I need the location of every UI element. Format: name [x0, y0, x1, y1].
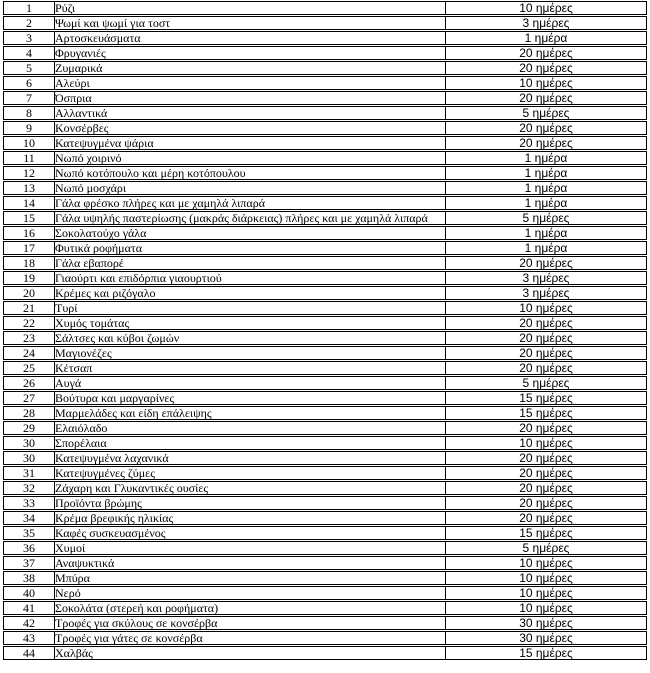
food-item-cell: Νερό [55, 586, 446, 600]
table-row [3, 331, 647, 345]
row-number-cell: 26 [3, 376, 55, 390]
row-number-cell: 4 [3, 46, 55, 60]
row-number-cell: 43 [3, 631, 55, 645]
table-row [3, 301, 647, 315]
shelf-life-cell: 5 ημέρες [446, 211, 647, 225]
food-item-cell: Ρύζι [55, 1, 446, 15]
shelf-life-cell: 1 ημέρα [446, 226, 647, 240]
row-number-cell: 1 [3, 1, 55, 15]
shelf-life-cell: 20 ημέρες [446, 316, 647, 330]
table-row [3, 271, 647, 285]
table-row [3, 16, 647, 30]
shelf-life-cell: 10 ημέρες [446, 586, 647, 600]
table-row [3, 631, 647, 645]
shelf-life-cell: 20 ημέρες [446, 421, 647, 435]
food-item-cell: Σάλτσες και κύβοι ζωμών [55, 331, 446, 345]
table-row [3, 376, 647, 390]
food-item-cell: Τυρί [55, 301, 446, 315]
table-row [3, 586, 647, 600]
food-item-cell: Γάλα φρέσκο πλήρες και με χαμηλά λιπαρά [55, 196, 446, 210]
food-item-cell: Ελαιόλαδο [55, 421, 446, 435]
table-row [3, 241, 647, 255]
row-number-cell: 6 [3, 76, 55, 90]
row-number-cell: 32 [3, 481, 55, 495]
shelf-life-cell: 20 ημέρες [446, 121, 647, 135]
food-item-cell: Σπορέλαια [55, 436, 446, 450]
table-row [3, 46, 647, 60]
row-number-cell: 30 [3, 436, 55, 450]
row-number-cell: 33 [3, 496, 55, 510]
food-item-cell: Κατεψυγμένα ψάρια [55, 136, 446, 150]
row-number-cell: 18 [3, 256, 55, 270]
food-item-cell: Νωπό μοσχάρι [55, 181, 446, 195]
shelf-life-cell: 20 ημέρες [446, 451, 647, 465]
row-number-cell: 20 [3, 286, 55, 300]
row-number-cell: 22 [3, 316, 55, 330]
food-item-cell: Γιαούρτι και επιδόρπια γιαουρτιού [55, 271, 446, 285]
row-number-cell: 40 [3, 586, 55, 600]
shelf-life-cell: 10 ημέρες [446, 76, 647, 90]
food-item-cell: Προϊόντα βρώμης [55, 496, 446, 510]
table-row [3, 646, 647, 660]
shelf-life-cell: 30 ημέρες [446, 616, 647, 630]
row-number-cell: 8 [3, 106, 55, 120]
food-item-cell: Ψωμί και ψωμί για τοστ [55, 16, 446, 30]
shelf-life-cell: 20 ημέρες [446, 256, 647, 270]
shelf-life-cell: 15 ημέρες [446, 391, 647, 405]
table-row [3, 211, 647, 225]
row-number-cell: 14 [3, 196, 55, 210]
table-row [3, 166, 647, 180]
table-row [3, 556, 647, 570]
table-row [3, 136, 647, 150]
shelf-life-cell: 10 ημέρες [446, 601, 647, 615]
row-number-cell: 31 [3, 466, 55, 480]
shelf-life-cell: 15 ημέρες [446, 406, 647, 420]
food-item-cell: Ζάχαρη και Γλυκαντικές ουσίες [55, 481, 446, 495]
row-number-cell: 36 [3, 541, 55, 555]
shelf-life-cell: 1 ημέρα [446, 196, 647, 210]
table-row [3, 196, 647, 210]
table-row [3, 391, 647, 405]
shelf-life-cell: 1 ημέρα [446, 166, 647, 180]
food-item-cell: Μαρμελάδες και είδη επάλειψης [55, 406, 446, 420]
food-item-cell: Βούτυρα και μαργαρίνες [55, 391, 446, 405]
shelf-life-cell: 20 ημέρες [446, 361, 647, 375]
row-number-cell: 41 [3, 601, 55, 615]
shelf-life-cell: 15 ημέρες [446, 646, 647, 660]
food-item-cell: Κατεψυγμένα λαχανικά [55, 451, 446, 465]
row-number-cell: 35 [3, 526, 55, 540]
shelf-life-cell: 10 ημέρες [446, 571, 647, 585]
row-number-cell: 24 [3, 346, 55, 360]
food-item-cell: Όσπρια [55, 91, 446, 105]
table-row [3, 151, 647, 165]
row-number-cell: 38 [3, 571, 55, 585]
food-item-cell: Αλεύρι [55, 76, 446, 90]
table-row [3, 316, 647, 330]
shelf-life-cell: 20 ημέρες [446, 46, 647, 60]
shelf-life-cell: 5 ημέρες [446, 106, 647, 120]
food-item-cell: Αλλαντικά [55, 106, 446, 120]
table-row [3, 1, 647, 15]
row-number-cell: 13 [3, 181, 55, 195]
row-number-cell: 17 [3, 241, 55, 255]
food-item-cell: Νωπό χοιρινό [55, 151, 446, 165]
shelf-life-cell: 30 ημέρες [446, 631, 647, 645]
shelf-life-cell: 1 ημέρα [446, 31, 647, 45]
food-item-cell: Μαγιονέζες [55, 346, 446, 360]
shelf-life-cell: 20 ημέρες [446, 346, 647, 360]
table-row [3, 526, 647, 540]
row-number-cell: 16 [3, 226, 55, 240]
food-item-cell: Νωπό κοτόπουλο και μέρη κοτόπουλου [55, 166, 446, 180]
food-item-cell: Αυγά [55, 376, 446, 390]
shelf-life-cell: 1 ημέρα [446, 151, 647, 165]
shelf-life-cell: 15 ημέρες [446, 526, 647, 540]
table-row [3, 106, 647, 120]
table-row [3, 31, 647, 45]
table-row [3, 541, 647, 555]
row-number-cell: 10 [3, 136, 55, 150]
row-number-cell: 2 [3, 16, 55, 30]
table-row [3, 346, 647, 360]
food-item-cell: Κρέμα βρεφικής ηλικίας [55, 511, 446, 525]
food-item-cell: Κέτσαπ [55, 361, 446, 375]
food-item-cell: Χαλβάς [55, 646, 446, 660]
row-number-cell: 27 [3, 391, 55, 405]
table-row [3, 511, 647, 525]
row-number-cell: 3 [3, 31, 55, 45]
row-number-cell: 44 [3, 646, 55, 660]
table-row [3, 361, 647, 375]
shelf-life-cell: 1 ημέρα [446, 241, 647, 255]
row-number-cell: 9 [3, 121, 55, 135]
table-row [3, 601, 647, 615]
shelf-life-cell: 5 ημέρες [446, 541, 647, 555]
shelf-life-cell: 20 ημέρες [446, 481, 647, 495]
table-row [3, 421, 647, 435]
food-item-cell: Φρυγανιές [55, 46, 446, 60]
food-item-cell: Καφές συσκευασμένος [55, 526, 446, 540]
food-item-cell: Ζυμαρικά [55, 61, 446, 75]
table-row [3, 76, 647, 90]
food-item-cell: Σοκολατούχο γάλα [55, 226, 446, 240]
table-row [3, 91, 647, 105]
shelf-life-cell: 10 ημέρες [446, 301, 647, 315]
row-number-cell: 34 [3, 511, 55, 525]
table-row [3, 436, 647, 450]
shelf-life-cell: 3 ημέρες [446, 271, 647, 285]
shelf-life-cell: 20 ημέρες [446, 331, 647, 345]
food-item-cell: Αναψυκτικά [55, 556, 446, 570]
shelf-life-cell: 20 ημέρες [446, 91, 647, 105]
row-number-cell: 42 [3, 616, 55, 630]
table-row [3, 571, 647, 585]
shelf-life-cell: 10 ημέρες [446, 1, 647, 15]
table-row [3, 181, 647, 195]
shelf-life-cell: 20 ημέρες [446, 136, 647, 150]
shelf-life-cell: 20 ημέρες [446, 61, 647, 75]
shelf-life-cell: 3 ημέρες [446, 286, 647, 300]
row-number-cell: 5 [3, 61, 55, 75]
table-row [3, 121, 647, 135]
row-number-cell: 29 [3, 421, 55, 435]
food-item-cell: Κρέμες και ριζόγαλο [55, 286, 446, 300]
row-number-cell: 28 [3, 406, 55, 420]
shelf-life-cell: 20 ημέρες [446, 466, 647, 480]
table-row [3, 481, 647, 495]
food-item-cell: Αρτοσκευάσματα [55, 31, 446, 45]
shelf-life-cell: 10 ημέρες [446, 556, 647, 570]
food-item-cell: Κατεψυγμένες ζύμες [55, 466, 446, 480]
table-row [3, 406, 647, 420]
food-item-cell: Μπύρα [55, 571, 446, 585]
row-number-cell: 25 [3, 361, 55, 375]
row-number-cell: 15 [3, 211, 55, 225]
row-number-cell: 21 [3, 301, 55, 315]
food-item-cell: Σοκολάτα (στερεή και ροφήματα) [55, 601, 446, 615]
row-number-cell: 7 [3, 91, 55, 105]
table-row [3, 286, 647, 300]
shelf-life-cell: 10 ημέρες [446, 436, 647, 450]
row-number-cell: 30 [3, 451, 55, 465]
food-item-cell: Γάλα υψηλής παστερίωσης (μακράς διάρκειας) πλήρες και με χαμηλά λιπαρά [55, 211, 446, 225]
row-number-cell: 11 [3, 151, 55, 165]
row-number-cell: 23 [3, 331, 55, 345]
food-item-cell: Κονσέρβες [55, 121, 446, 135]
shelf-life-cell: 5 ημέρες [446, 376, 647, 390]
food-item-cell: Τροφές για σκύλους σε κονσέρβα [55, 616, 446, 630]
row-number-cell: 12 [3, 166, 55, 180]
table-row [3, 451, 647, 465]
shelf-life-cell: 3 ημέρες [446, 16, 647, 30]
table-body [3, 1, 647, 660]
food-item-cell: Χυμός τομάτας [55, 316, 446, 330]
table-row [3, 256, 647, 270]
table-row [3, 466, 647, 480]
food-shelf-life-table [3, 0, 647, 661]
row-number-cell: 37 [3, 556, 55, 570]
table-row [3, 496, 647, 510]
food-item-cell: Φυτικά ροφήματα [55, 241, 446, 255]
table-row [3, 61, 647, 75]
row-number-cell: 19 [3, 271, 55, 285]
food-item-cell: Γάλα εβαπορέ [55, 256, 446, 270]
table-row [3, 616, 647, 630]
shelf-life-cell: 20 ημέρες [446, 511, 647, 525]
table-row [3, 226, 647, 240]
shelf-life-cell: 1 ημέρα [446, 181, 647, 195]
food-item-cell: Τροφές για γάτες σε κονσέρβα [55, 631, 446, 645]
shelf-life-cell: 20 ημέρες [446, 496, 647, 510]
food-item-cell: Χυμοί [55, 541, 446, 555]
